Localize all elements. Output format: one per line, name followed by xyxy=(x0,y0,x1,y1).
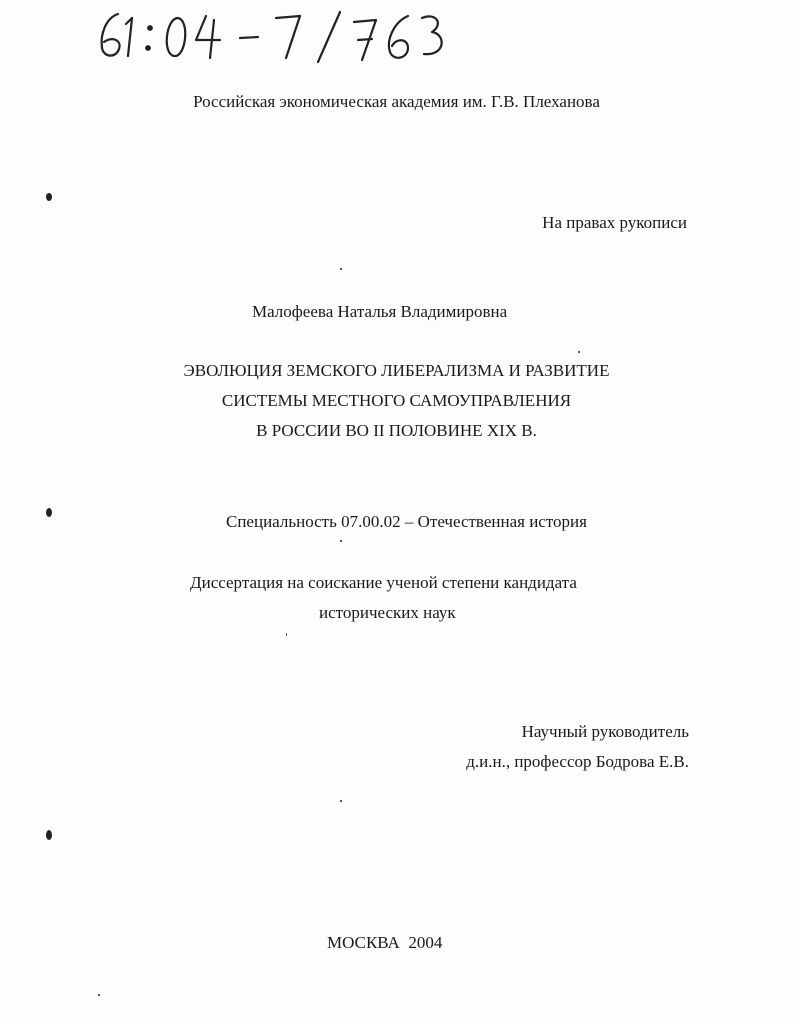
scan-speck xyxy=(340,800,342,802)
supervisor-label: Научный руководитель xyxy=(521,722,689,741)
title-line: ЭВОЛЮЦИЯ ЗЕМСКОГО ЛИБЕРАЛИЗМА И РАЗВИТИЕ xyxy=(183,361,610,380)
scan-speck xyxy=(340,268,342,270)
scan-speck xyxy=(286,633,287,636)
scan-speck xyxy=(46,830,52,840)
title-line: В РОССИИ ВО II ПОЛОВИНЕ XIX В. xyxy=(256,421,537,440)
scan-speck xyxy=(98,994,100,996)
degree-line-2: исторических наук xyxy=(319,603,456,622)
scan-speck xyxy=(340,540,342,542)
dissertation-title xyxy=(0,356,793,446)
institution-name: Российская экономическая академия им. Г.В. Плеханова xyxy=(193,92,600,111)
city-year: МОСКВА 2004 xyxy=(327,933,443,952)
degree-line-1: Диссертация на соискание ученой степени кандидата xyxy=(190,573,577,592)
author-name: Малофеева Наталья Владимировна xyxy=(252,302,508,321)
manuscript-note: На правах рукописи xyxy=(542,213,687,232)
scan-speck xyxy=(46,508,52,517)
scan-speck xyxy=(578,351,580,353)
title-line: СИСТЕМЫ МЕСТНОГО САМОУПРАВЛЕНИЯ xyxy=(221,391,572,410)
handwritten-archive-number xyxy=(92,4,452,66)
supervisor-name: д.и.н., профессор Бодрова Е.В. xyxy=(466,752,689,771)
scan-speck xyxy=(46,193,52,201)
specialty: Специальность 07.00.02 – Отечественная история xyxy=(226,512,587,531)
